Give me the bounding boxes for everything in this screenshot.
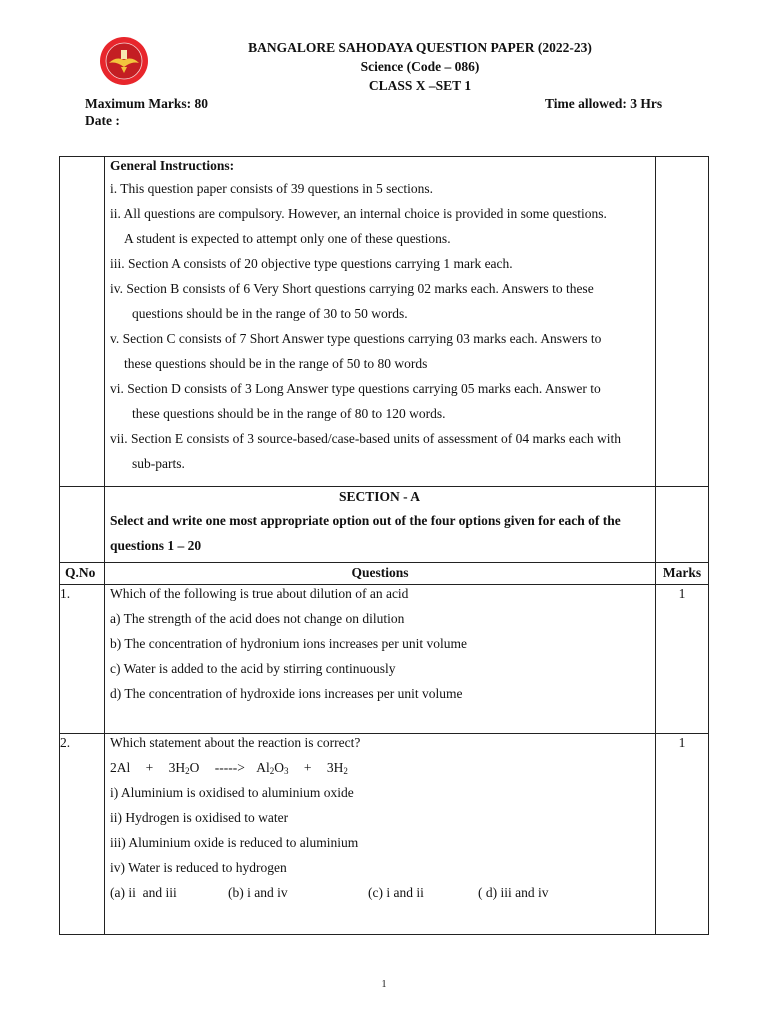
max-marks: Maximum Marks: 80 [85, 96, 208, 111]
paper-title: BANGALORE SAHODAYA QUESTION PAPER (2022-23) [248, 40, 592, 55]
answer-choice: (b) i and iv [228, 885, 288, 900]
question-statement: iii) Aluminium oxide is reduced to aluminium [110, 835, 359, 850]
section-heading-row [60, 487, 709, 563]
question-option: d) The concentration of hydroxide ions increases per unit volume [110, 686, 463, 701]
subject-line: Science (Code – 086) [360, 59, 480, 74]
section-instruction: questions 1 – 20 [110, 538, 202, 553]
question-row [60, 734, 709, 935]
instruction-line: A student is expected to attempt only one of these questions. [124, 231, 451, 246]
instruction-line: ii. All questions are compulsory. However, an internal choice is provided in some questions. [110, 206, 607, 221]
answer-choice: (c) i and ii [368, 885, 424, 900]
date-label: Date : [85, 113, 120, 128]
question-text: Which statement about the reaction is correct? [110, 735, 361, 750]
answer-choice: ( d) iii and iv [478, 885, 549, 900]
question-statement: ii) Hydrogen is oxidised to water [110, 810, 289, 825]
section-title: SECTION - A [338, 489, 421, 504]
question-option: c) Water is added to the acid by stirring continuously [110, 661, 396, 676]
chemical-equation: $2Al + 3H_2O$ -----> $Al_2O_3 + 3H_2$ [110, 760, 348, 776]
questions-header: Questions [105, 563, 656, 585]
question-text: Which of the following is true about dilution of an acid [110, 586, 409, 601]
question-number: 2. [60, 734, 105, 935]
school-emblem-logo [99, 36, 149, 86]
instruction-line: vi. Section D consists of 3 Long Answer type questions carrying 05 marks each. Answer to [110, 381, 601, 396]
class-set-line: CLASS X –SET 1 [368, 78, 472, 93]
instructions-title: General Instructions: [110, 158, 235, 173]
instruction-line: iv. Section B consists of 6 Very Short questions carrying 02 marks each. Answers to these [110, 281, 594, 296]
instruction-line: these questions should be in the range of 80 to 120 words. [132, 406, 446, 421]
instruction-line: these questions should be in the range of 50 to 80 words [124, 356, 428, 371]
question-marks: 1 [656, 734, 709, 935]
section-instruction: Select and write one most appropriate option out of the four options given for each of the [110, 513, 621, 528]
question-option: b) The concentration of hydronium ions increases per unit volume [110, 636, 468, 651]
instruction-line: v. Section C consists of 7 Short Answer type questions carrying 03 marks each. Answers to [110, 331, 602, 346]
question-statement: i) Aluminium is oxidised to aluminium oxide [110, 785, 354, 800]
column-header-row [60, 563, 709, 585]
instruction-line: vii. Section E consists of 3 source-based/case-based units of assessment of 04 marks each with [110, 431, 622, 446]
general-instructions [105, 157, 655, 480]
instruction-line: iii. Section A consists of 20 objective type questions carrying 1 mark each. [110, 256, 513, 271]
instruction-line: sub-parts. [132, 456, 185, 471]
question-option: a) The strength of the acid does not change on dilution [110, 611, 405, 626]
marks-header: Marks [656, 563, 709, 585]
question-marks: 1 [656, 585, 709, 734]
instructions-row [60, 157, 709, 487]
answer-choice: (a) ii and iii [110, 885, 177, 900]
answer-choices [110, 884, 655, 909]
time-allowed: Time allowed: 3 Hrs [545, 96, 663, 111]
qno-header: Q.No [60, 563, 105, 585]
question-row [60, 585, 709, 734]
question-statement: iv) Water is reduced to hydrogen [110, 860, 287, 875]
page-number: 1 [381, 979, 387, 990]
instruction-line: i. This question paper consists of 39 questions in 5 sections. [110, 181, 433, 196]
question-number: 1. [60, 585, 105, 734]
instruction-line: questions should be in the range of 30 to 50 words. [132, 306, 408, 321]
question-paper-table [59, 156, 709, 935]
